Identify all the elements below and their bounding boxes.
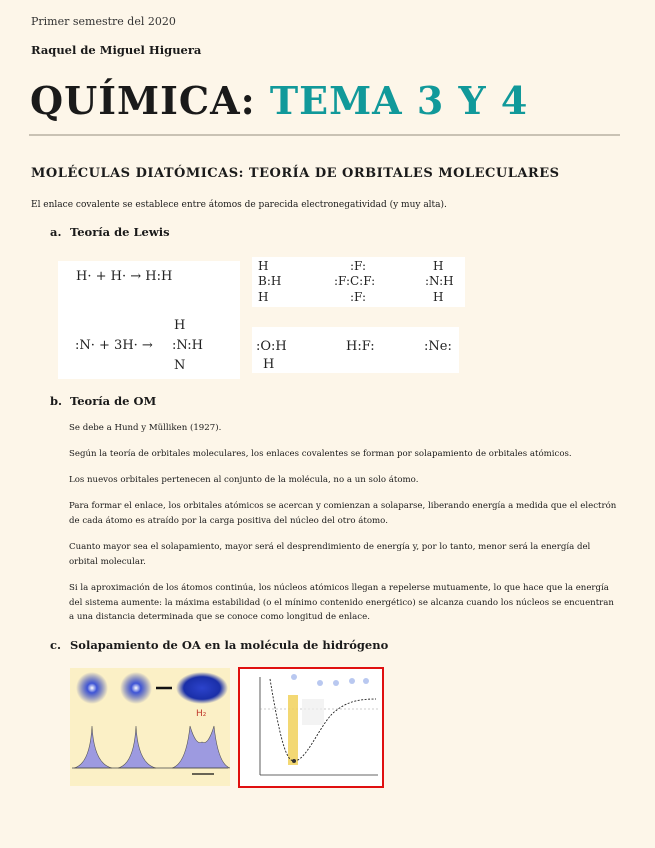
water-bottom-h: H [263, 357, 275, 372]
lewis-figure-bh3-cf4-nh3 [252, 257, 465, 307]
density-peak-2 [118, 726, 156, 768]
curve-marker-1 [291, 674, 297, 680]
om-heading: Teoría de OM [70, 394, 157, 408]
cf4-bottom-f: :F: [350, 290, 366, 304]
nh3b-bottom-h: H [433, 290, 444, 304]
energy-curve-figure [238, 667, 384, 788]
marker-b: b. [50, 394, 63, 408]
section-heading: MOLÉCULAS DIATÓMICAS: TEORÍA DE ORBITALES MOLECULARES [31, 166, 560, 181]
om-paragraph-1: Se debe a Hund y Mülliken (1927). [69, 423, 222, 433]
h2-molecular-orbital [176, 672, 228, 704]
title-divider [29, 134, 620, 136]
h2-label: H₂ [196, 709, 207, 719]
title-accent: TEMA 3 Y 4 [269, 78, 529, 123]
bh3-formula: B:H [258, 274, 282, 288]
lewis-eq2-right: :N:H [172, 338, 204, 353]
subheading-om [50, 394, 156, 408]
intro-text: El enlace covalente se establece entre átomos de parecida electronegatividad (y muy alta). [31, 200, 447, 210]
curve-marker-4 [349, 678, 355, 684]
marker-c: c. [50, 638, 62, 652]
author-name: Raquel de Miguel Higuera [31, 43, 202, 57]
caption-block [302, 699, 324, 725]
curve-marker-5 [363, 678, 369, 684]
om-paragraph-5: Cuanto mayor sea el solapamiento, mayor será el desprendimiento de energía y, por lo tanto, menor será la energía del orbital molecular. [69, 542, 591, 567]
om-paragraph-2: Según la teoría de orbitales moleculares, los enlaces covalentes se forman por solapamiento de orbitales atómicos. [69, 449, 572, 459]
nh3-bottom-n: N [174, 358, 186, 373]
nh3b-formula: :N:H [425, 274, 454, 288]
subheading-overlap [50, 638, 388, 652]
bh3-bottom-h: H [258, 290, 269, 304]
orbital-overlap-figure [70, 668, 230, 786]
bh3-top-h: H [258, 259, 269, 273]
minimum-point [292, 759, 296, 763]
nh3-top-h: H [174, 318, 186, 333]
curve-marker-2 [317, 680, 323, 686]
bond-length-band [288, 695, 298, 765]
marker-a: a. [50, 225, 62, 239]
hf-formula: H:F: [346, 339, 375, 354]
density-peak-1 [74, 726, 112, 768]
density-peak-h2 [172, 726, 230, 768]
subheading-lewis [50, 225, 170, 239]
lewis-heading: Teoría de Lewis [70, 225, 170, 239]
semester-label: Primer semestre del 2020 [31, 15, 176, 28]
lewis-figure-h2-nh3 [58, 261, 240, 379]
page-title [30, 78, 528, 123]
neon-formula: :Ne: [424, 339, 452, 354]
lewis-eq1: H· + H· → H:H [76, 269, 173, 284]
overlap-heading: Solapamiento de OA en la molécula de hidrógeno [70, 638, 389, 652]
cf4-formula: :F:C:F: [334, 274, 376, 288]
om-paragraph-3: Los nuevos orbitales pertenecen al conjunto de la molécula, no a un solo átomo. [69, 475, 419, 485]
lewis-eq2-left: :N· + 3H· → [75, 338, 153, 353]
h-atom-orbital-1 [76, 672, 108, 704]
title-main: QUÍMICA: [30, 78, 256, 123]
om-paragraph-6: Si la aproximación de los átomos continúa, los núcleos atómicos llegan a repelerse mutuamente, lo que hace que la energía del sistema aumente: la máxima estabilidad (o el mínimo contenido energético) se alcanza cuando los núcleos se encuentran a una distancia determinada que se conoce como longitud de enlace. [69, 583, 614, 622]
h-atom-orbital-2 [120, 672, 152, 704]
om-paragraph-4: Para formar el enlace, los orbitales atómicos se acercan y comienzan a solaparse, liberando energía a medida que el electrón de cada átomo es atraído por la carga positiva del núcleo del otro átomo. [69, 501, 617, 526]
cf4-top-f: :F: [350, 259, 366, 273]
water-formula: :O:H [256, 339, 287, 354]
nh3b-top-h: H [433, 259, 444, 273]
lewis-figure-h2o-hf-ne [252, 327, 459, 373]
curve-marker-3 [333, 680, 339, 686]
